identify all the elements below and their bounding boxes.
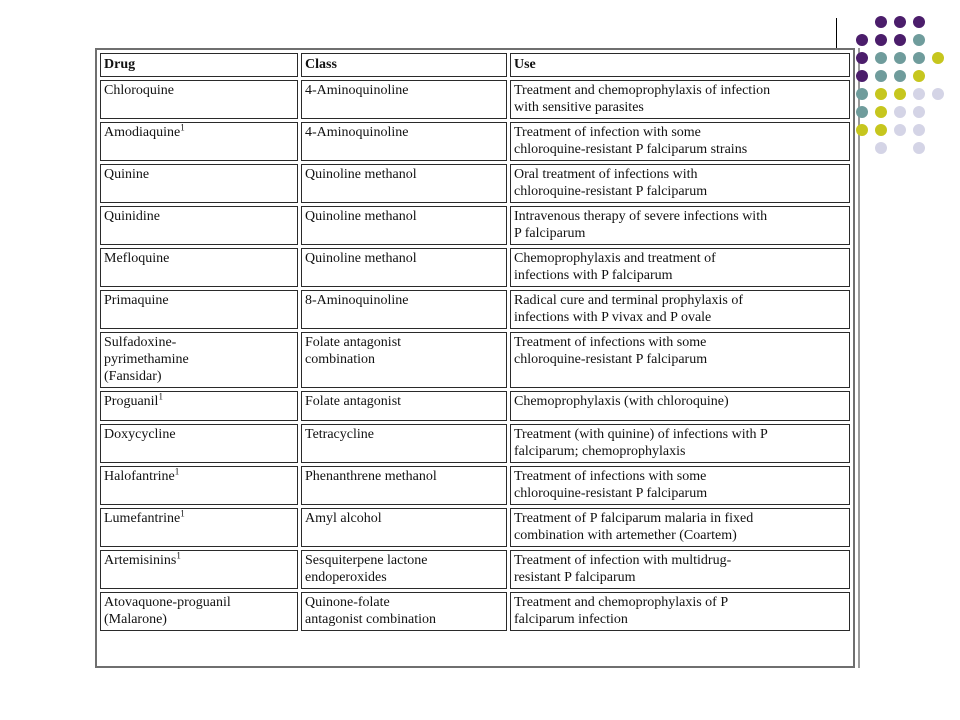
drug-use: Oral treatment of infections with: [514, 167, 698, 182]
cell-drug: [100, 592, 298, 631]
footnote-marker: 1: [180, 122, 185, 133]
decorative-line: [836, 18, 837, 48]
cell-drug: [100, 290, 298, 329]
table-row: [100, 80, 850, 119]
footnote-marker: 1: [176, 550, 181, 561]
cell-drug: [100, 80, 298, 119]
cell-class: [301, 164, 507, 203]
drug-name: Lumefantrine: [104, 511, 181, 526]
drug-name: Atovaquone-proguanil: [104, 595, 231, 610]
decorative-dot: [875, 106, 887, 118]
header-class: Class: [301, 53, 507, 77]
cell-class: [301, 508, 507, 547]
drug-class: Folate antagonist: [305, 394, 402, 409]
drug-use-continued: infections with P falciparum: [514, 268, 673, 283]
decorative-dot: [894, 88, 906, 100]
decorative-dot: [875, 34, 887, 46]
antimalarial-drug-table: [97, 50, 853, 634]
drug-name: Quinidine: [104, 209, 160, 224]
cell-use: [510, 466, 850, 505]
drug-class: 4-Aminoquinoline: [305, 83, 409, 98]
drug-class: Quinoline methanol: [305, 209, 417, 224]
decorative-dot: [875, 124, 887, 136]
drug-use: Intravenous therapy of severe infections with: [514, 209, 768, 224]
decorative-dot: [856, 52, 868, 64]
decorative-dot: [875, 70, 887, 82]
drug-name-continued: (Malarone): [104, 612, 167, 627]
decorative-dot: [932, 88, 944, 100]
drug-class: Quinone-folate: [305, 595, 390, 610]
drug-use: Treatment of infection with some: [514, 125, 701, 140]
drug-use-continued: chloroquine-resistant P falciparum: [514, 352, 708, 367]
drug-name: Mefloquine: [104, 251, 170, 266]
table-row: [100, 424, 850, 463]
table-row: [100, 290, 850, 329]
cell-use: [510, 206, 850, 245]
decorative-dot: [894, 34, 906, 46]
drug-class: Tetracycline: [305, 427, 374, 442]
cell-use: [510, 424, 850, 463]
drug-class: 8-Aminoquinoline: [305, 293, 409, 308]
cell-drug: [100, 508, 298, 547]
decorative-dot: [856, 34, 868, 46]
table-row: [100, 466, 850, 505]
drug-name: Chloroquine: [104, 83, 174, 98]
footnote-marker: 1: [158, 391, 163, 402]
table-row: [100, 248, 850, 287]
drug-class: Folate antagonist: [305, 335, 402, 350]
drug-class: Quinoline methanol: [305, 167, 417, 182]
cell-class: [301, 550, 507, 589]
drug-use-continued: combination with artemether (Coartem): [514, 528, 737, 543]
cell-class: [301, 424, 507, 463]
decorative-dot: [875, 142, 887, 154]
cell-use: [510, 164, 850, 203]
cell-drug: [100, 332, 298, 388]
drug-table-frame: [95, 48, 855, 668]
cell-class: [301, 592, 507, 631]
cell-drug: [100, 550, 298, 589]
table-header-row: [100, 53, 850, 77]
drug-class-continued: antagonist combination: [305, 612, 437, 627]
cell-use: [510, 391, 850, 421]
drug-use-continued: falciparum infection: [514, 612, 628, 627]
drug-use: Treatment and chemoprophylaxis of P: [514, 595, 729, 610]
drug-use: Treatment of infections with some: [514, 335, 707, 350]
drug-use-continued: falciparum; chemoprophylaxis: [514, 444, 686, 459]
cell-drug: [100, 391, 298, 421]
drug-use: Treatment of infection with multidrug-: [514, 553, 732, 568]
drug-name: Quinine: [104, 167, 150, 182]
decorative-dot: [913, 34, 925, 46]
cell-use: [510, 508, 850, 547]
drug-class: Phenanthrene methanol: [305, 469, 437, 484]
drug-use: Treatment of infections with some: [514, 469, 707, 484]
cell-class: [301, 332, 507, 388]
table-row: [100, 164, 850, 203]
drug-name: Artemisinins: [104, 553, 177, 568]
decorative-dot: [894, 16, 906, 28]
table-row: [100, 508, 850, 547]
cell-class: [301, 248, 507, 287]
drug-use-continued: infections with P vivax and P ovale: [514, 310, 712, 325]
drug-name-continued: pyrimethamine: [104, 352, 189, 367]
cell-class: [301, 290, 507, 329]
cell-use: [510, 290, 850, 329]
drug-use: Radical cure and terminal prophylaxis of: [514, 293, 743, 308]
cell-class: [301, 80, 507, 119]
decorative-dot: [913, 70, 925, 82]
drug-use-continued: with sensitive parasites: [514, 100, 644, 115]
drug-class: Quinoline methanol: [305, 251, 417, 266]
drug-name-continued: (Fansidar): [104, 369, 162, 384]
drug-class: Sesquiterpene lactone: [305, 553, 428, 568]
decorative-dot: [913, 142, 925, 154]
cell-class: [301, 391, 507, 421]
decorative-dot: [913, 106, 925, 118]
decorative-dot: [894, 52, 906, 64]
cell-use: [510, 332, 850, 388]
header-use: Use: [510, 53, 850, 77]
decorative-border-line: [858, 48, 860, 668]
cell-drug: [100, 122, 298, 161]
decorative-dot: [856, 70, 868, 82]
table-row: [100, 592, 850, 631]
cell-drug: [100, 248, 298, 287]
drug-class: 4-Aminoquinoline: [305, 125, 409, 140]
decorative-dot: [856, 124, 868, 136]
drug-use: Treatment and chemoprophylaxis of infection: [514, 83, 771, 98]
drug-name: Doxycycline: [104, 427, 176, 442]
cell-class: [301, 466, 507, 505]
cell-drug: [100, 164, 298, 203]
drug-use-continued: P falciparum: [514, 226, 586, 241]
drug-use-continued: chloroquine-resistant P falciparum: [514, 184, 708, 199]
drug-class-continued: combination: [305, 352, 375, 367]
cell-use: [510, 80, 850, 119]
cell-use: [510, 550, 850, 589]
decorative-dot: [856, 88, 868, 100]
decorative-dot: [875, 88, 887, 100]
drug-use-continued: chloroquine-resistant P falciparum strains: [514, 142, 748, 157]
decorative-dot: [913, 16, 925, 28]
table-row: [100, 332, 850, 388]
drug-use: Treatment (with quinine) of infections with P: [514, 427, 768, 442]
table-row: [100, 206, 850, 245]
drug-use: Chemoprophylaxis and treatment of: [514, 251, 716, 266]
decorative-dot: [913, 52, 925, 64]
decorative-dot: [894, 106, 906, 118]
decorative-dot: [913, 88, 925, 100]
footnote-marker: 1: [180, 508, 185, 519]
table-row: [100, 122, 850, 161]
drug-name: Proguanil: [104, 394, 159, 409]
decorative-dot: [913, 124, 925, 136]
drug-class: Amyl alcohol: [305, 511, 382, 526]
cell-drug: [100, 424, 298, 463]
drug-name: Amodiaquine: [104, 125, 181, 140]
cell-class: [301, 122, 507, 161]
decorative-dot: [875, 52, 887, 64]
drug-use: Chemoprophylaxis (with chloroquine): [514, 394, 729, 409]
drug-use-continued: resistant P falciparum: [514, 570, 636, 585]
footnote-marker: 1: [174, 466, 180, 477]
decorative-dot: [894, 124, 906, 136]
cell-use: [510, 122, 850, 161]
drug-name: Primaquine: [104, 293, 169, 308]
decorative-dot: [932, 52, 944, 64]
cell-use: [510, 248, 850, 287]
drug-use: Treatment of P falciparum malaria in fixed: [514, 511, 754, 526]
cell-class: [301, 206, 507, 245]
decorative-dot: [894, 70, 906, 82]
drug-name: Sulfadoxine-: [104, 335, 177, 350]
drug-class-continued: endoperoxides: [305, 570, 387, 585]
drug-name: Halofantrine: [104, 469, 175, 484]
header-drug: Drug: [100, 53, 298, 77]
table-row: [100, 391, 850, 421]
cell-use: [510, 592, 850, 631]
decorative-dot: [856, 106, 868, 118]
decorative-dot: [875, 16, 887, 28]
cell-drug: [100, 206, 298, 245]
drug-use-continued: chloroquine-resistant P falciparum: [514, 486, 708, 501]
table-row: [100, 550, 850, 589]
cell-drug: [100, 466, 298, 505]
